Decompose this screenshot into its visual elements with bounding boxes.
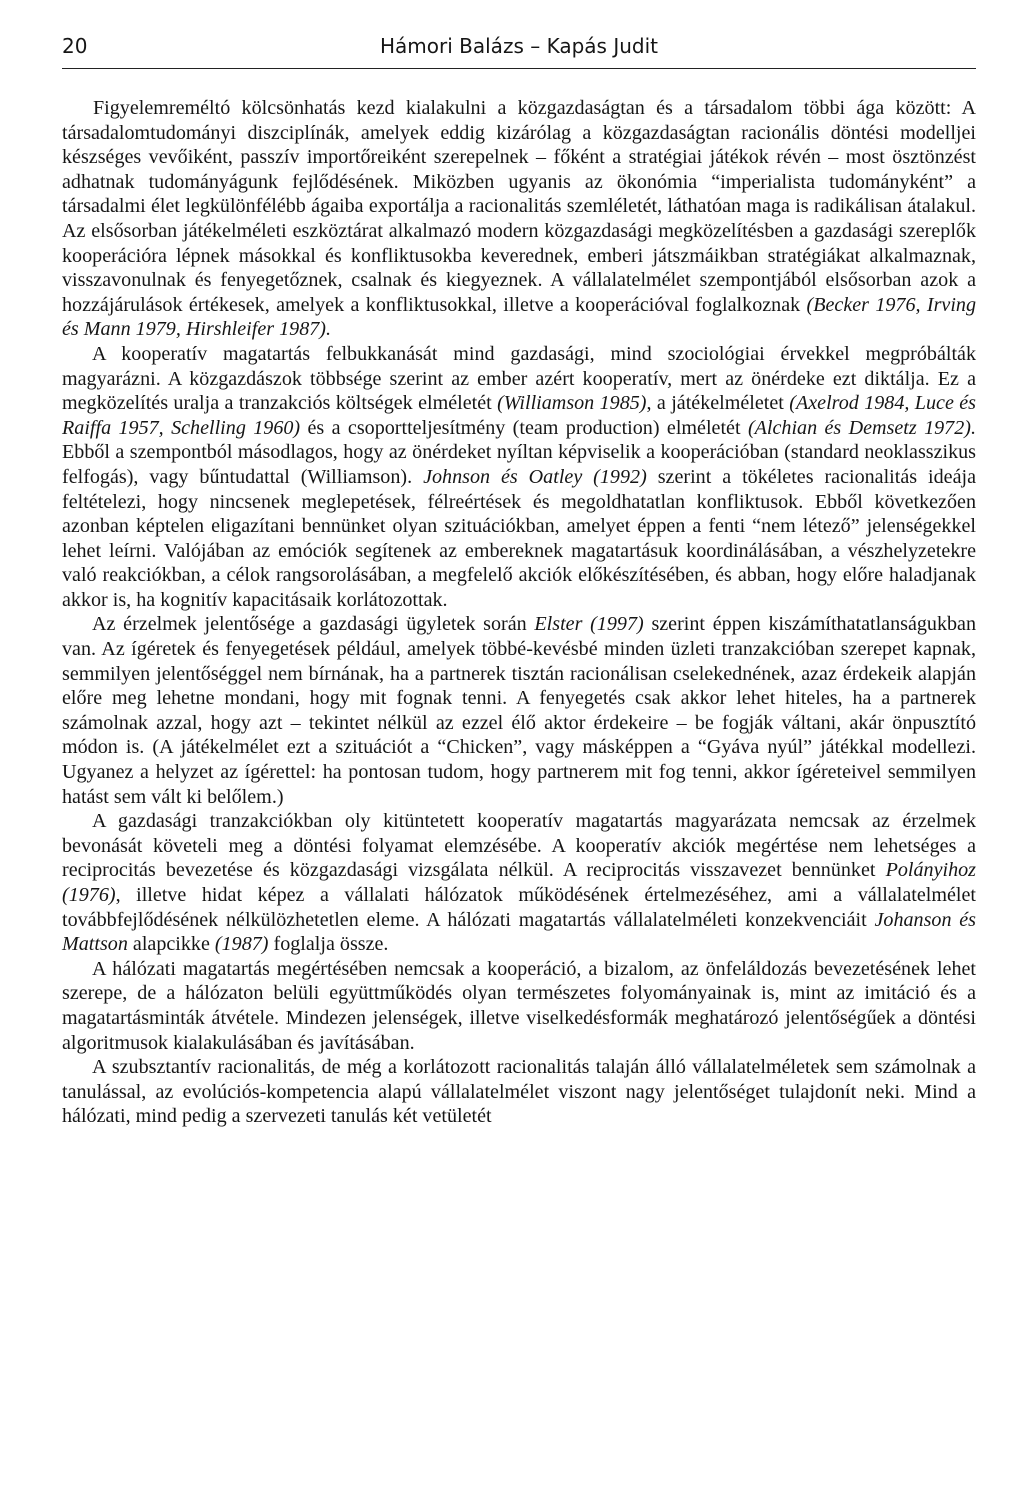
- paragraph: [62, 96, 976, 342]
- paragraph-text: szerint éppen kiszámíthatatlanságukban van. Az ígéretek és fenyegetések például, amelyek többé-kevésbé minden üzleti tranzakcióban szerepet kapnak, semmilyen jelentőséggel nem bírnának, ha a partnerek tisztán racionálisan cselekednének, azaz érdekeik alapján előre meg lehetne mondani, hogy mit fognak tenni. A fenyegetés csak akkor lehet hiteles, ha a partnerek számolnak azzal, hogy azt – tekintet nélkül az ezzel élő aktor érdekeire – be fogják váltani, akár önpusztító módon is. (A játékelmélet ezt a szituációt a “Chicken”, vagy másképpen a “Gyáva nyúl” játékkal modellezi. Ugyanez a helyzet az ígérettel: ha pontosan tudom, hogy partnerem mit fog tenni, akkor ígéreteivel semmilyen hatást sem vált ki belőlem.): [62, 613, 977, 808]
- paragraph-text: Ebből a szempontból másodlagos, hogy az önérdeket nyíltan képviselik a kooperációban (standard neoklasszikus felfogás), vagy bűntudattal (Williamson).: [62, 441, 976, 488]
- paragraph-text: A szubsztantív racionalitás, de még a korlátozott racionalitás talaján álló vállalatelméletek sem számolnak a tanulással, az evolúciós-kompetencia alapú vállalatelmélet viszont nagy jelentőséget tulajdonít neki. Mind a hálózati, mind pedig a szervezeti tanulás két vetületét: [62, 1056, 976, 1128]
- citation: Elster (1997): [534, 613, 644, 636]
- running-title: Hámori Balázs – Kapás Judit: [380, 34, 658, 58]
- citation: Polányihoz (1976): [62, 859, 976, 906]
- paragraph: [62, 1055, 976, 1129]
- citation: (1987): [214, 933, 269, 956]
- citation: (Becker 1976, Irving és Mann 1979, Hirshleifer 1987).: [62, 293, 977, 341]
- citation: Johanson és Mattson: [62, 908, 977, 956]
- citation: (Alchian és Demsetz 1972).: [747, 416, 976, 439]
- header-rule: [62, 68, 976, 69]
- citation: Johnson és Oatley (1992): [423, 465, 647, 488]
- citation: (Williamson 1985): [497, 392, 647, 415]
- paragraph: [62, 342, 976, 613]
- citation: (Axelrod 1984, Luce és Raiffa 1957, Schelling 1960): [62, 392, 976, 439]
- paragraph-text: foglalja össze.: [268, 933, 389, 956]
- paragraph: [62, 809, 976, 957]
- page-header: [62, 34, 976, 64]
- paragraph-text: alapcikke: [127, 933, 215, 956]
- paragraph-text: szerint a tökéletes racionalitás ideája feltételezi, hogy nincsenek meglepetések, félreértések és megoldhatatlan konfliktusok. Ebből következően azonban képtelen eligazítani bennünket olyan szituációkban, amelyet éppen a fenti “nem létező” jelenségekkel lehet leírni. Valójában az emóciók segítenek az embereknek magatartásuk koordinálásában, a vészhelyzetekre való reakciókban, a célok rangsorolásában, a megfelelő akciók előkészítésében, és abban, hogy előre haladjanak akkor is, ha kognitív kapacitásaik korlátozottak.: [62, 465, 976, 611]
- paragraph-text: A hálózati magatartás megértésében nemcsak a kooperáció, a bizalom, az önfeláldozás bevezetésének lehet szerepe, de a hálózaton belüli együttműködés olyan természetes folyományainak is, mint az imitáció és a magatartásminták átvétele. Mindezen jelenségek, illetve viselkedésformák meghatározó jelentőségűek a döntési algoritmusok kialakulásában és javításában.: [62, 957, 976, 1054]
- body-text: [62, 96, 976, 1129]
- paragraph-text: Figyelemreméltó kölcsönhatás kezd kialakulni a közgazdaságtan és a társadalom többi ága között: A társadalomtudományi diszciplínák, amelyek eddig kizárólag a közgazdaságtan racionális döntési modelljei készséges vevőiként, passzív importőreiként szerepelnek – főként a stratégiai játékok révén – most ösztönzést adhatnak tudományágunk fejlődésének. Miközben ugyanis az ökonómia “imperialista tudományként” a társadalmi élet legkülönfélébb ágaiba exportálja a racionalitás szemléletét, láthatóan maga is radikálisan átalakul. Az elsősorban játékelméleti eszköztárat alkalmazó modern közgazdasági megközelítésben a gazdasági szereplők kooperációra lépnek másokkal és konfliktusokba keverednek, emberi játszmáikban stratégiákat alkalmaznak, visszavonulnak és fenyegetőznek, csalnak és kiegyeznek. A vállalatelmélet szempontjából elsősorban azok a hozzájárulások értékesek, amelyek a konfliktusokkal, illetve a kooperációval foglalkoznak: [62, 97, 976, 316]
- page-number: 20: [62, 34, 88, 58]
- paragraph-text: és a csoportteljesítmény (team production) elméletét: [300, 416, 748, 439]
- paragraph-text: A kooperatív magatartás felbukkanását mind gazdasági, mind szociológiai érvekkel megpróbálták magyarázni. A közgazdászok többsége szerint az ember azért kooperatív, mert az önérdeke ezt diktálja. Ez a megközelítés uralja a tranzakciós költségek elméletét: [62, 342, 976, 415]
- paragraph-text: , illetve hidat képez a vállalati hálózatok működésének értelmezéséhez, ami a vállalatelmélet továbbfejlődésének nélkülözhetetlen eleme. A hálózati magatartás vállalatelméleti konzekvenciáit: [62, 884, 976, 931]
- paragraph-text: A gazdasági tranzakciókban oly kitüntetett kooperatív magatartás magyarázata nemcsak az érzelmek bevonását követeli meg a döntési folyamat elemzésébe. A kooperatív akciók megértése nem lehetséges a reciprocitás bevezetése és közgazdasági vizsgálata nélkül. A reciprocitás visszavezet bennünket: [62, 810, 976, 882]
- paragraph-text: , a játékelméletet: [646, 392, 790, 415]
- paragraph: [62, 612, 976, 809]
- paragraph-text: Az érzelmek jelentősége a gazdasági ügyletek során: [92, 613, 535, 636]
- paragraph: [62, 957, 976, 1055]
